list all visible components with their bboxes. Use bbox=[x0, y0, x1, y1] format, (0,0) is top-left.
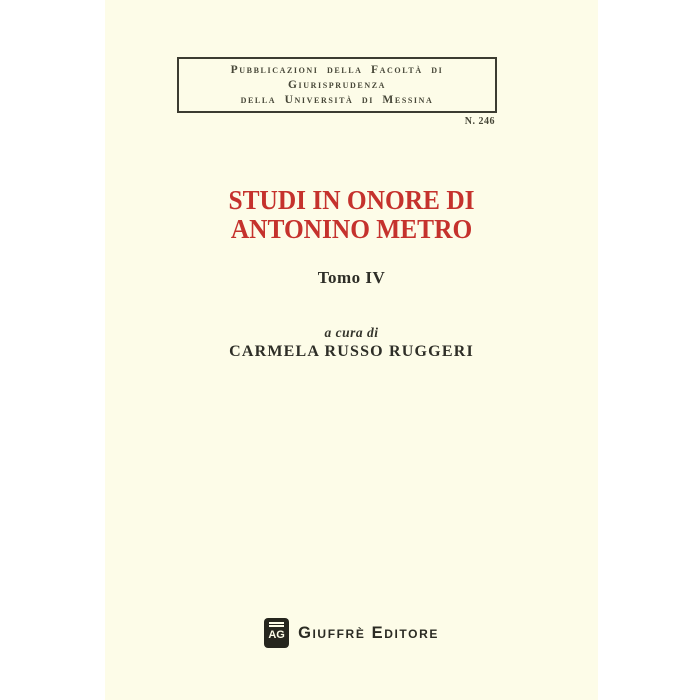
book-cover bbox=[105, 0, 598, 700]
logo-decorative-bar bbox=[269, 625, 284, 627]
series-title-box bbox=[177, 57, 497, 113]
book-title-line-2: ANTONINO METRO bbox=[230, 214, 473, 244]
series-title-line-1: Pubblicazioni della Facoltà di Giurisprudenza bbox=[230, 63, 444, 91]
book-title bbox=[105, 186, 598, 244]
volume-label: Tomo IV bbox=[317, 268, 386, 287]
publisher-block bbox=[105, 618, 598, 648]
giuffre-logo-icon bbox=[264, 618, 289, 648]
editor-name: CARMELA RUSSO RUGGERI bbox=[229, 343, 474, 360]
series-number: N. 246 bbox=[464, 116, 495, 127]
editor-prefix: a cura di bbox=[324, 325, 379, 340]
series-title-line-2: della Università di Messina bbox=[240, 93, 434, 106]
logo-decorative-bar bbox=[269, 622, 284, 624]
logo-ag-monogram: AG bbox=[268, 629, 285, 641]
publisher-name: Giuffrè Editore bbox=[298, 623, 439, 642]
editor-block bbox=[105, 324, 598, 362]
book-title-line-1: STUDI IN ONORE DI bbox=[228, 185, 475, 215]
